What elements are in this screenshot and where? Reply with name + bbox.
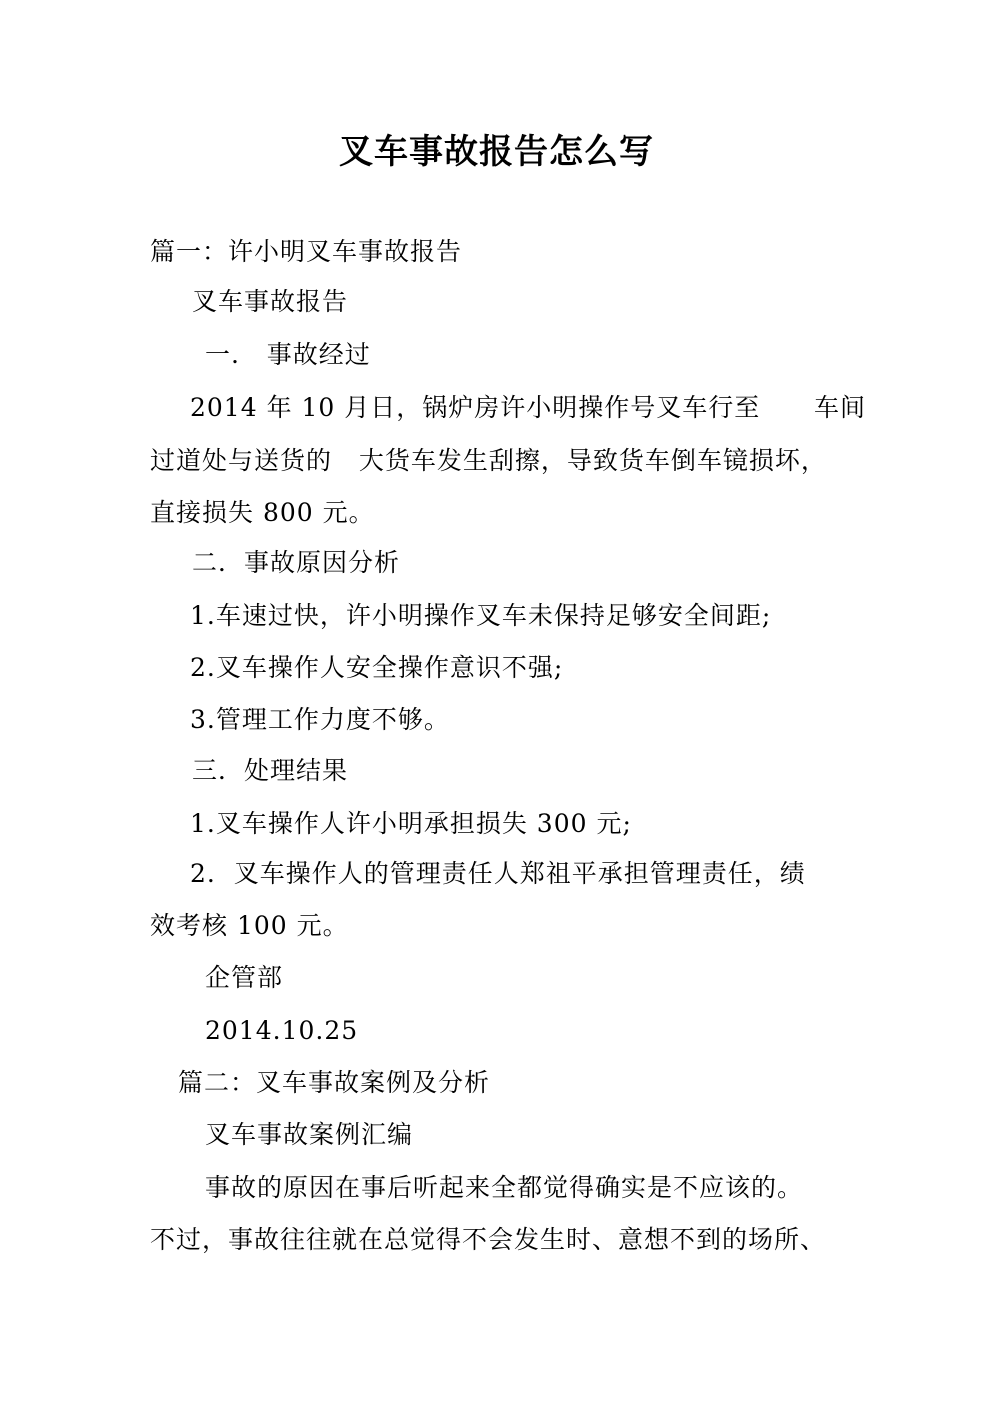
paragraph-line: 2014 年 10 月日，锅炉房许小明操作号叉车行至 车间 [190, 393, 866, 422]
subheading: 一. 事故经过 [205, 340, 371, 369]
list-item: 2.叉车操作人安全操作意识不强; [190, 653, 564, 682]
list-item: 1.叉车操作人许小明承担损失 300 元; [190, 809, 632, 838]
paragraph-line: 过道处与送货的 大货车发生刮擦，导致货车倒车镜损坏， [150, 446, 827, 475]
subheading: 叉车事故案例汇编 [205, 1120, 414, 1149]
section-heading-1: 篇一：许小明叉车事故报告 [150, 237, 463, 266]
subheading: 叉车事故报告 [192, 287, 349, 316]
signature-date: 2014.10.25 [205, 1016, 359, 1045]
subheading: 三．处理结果 [192, 756, 349, 785]
section-heading-2: 篇二：叉车事故案例及分析 [178, 1068, 491, 1097]
paragraph-line: 直接损失 800 元。 [150, 498, 375, 527]
document-title: 叉车事故报告怎么写 [339, 132, 654, 172]
paragraph-line: 不过，事故往往就在总觉得不会发生时、意想不到的场所、 [150, 1225, 827, 1254]
list-item: 效考核 100 元。 [150, 911, 349, 940]
signature-department: 企管部 [205, 963, 284, 992]
list-item: 3.管理工作力度不够。 [190, 705, 450, 734]
list-item: 1.车速过快，许小明操作叉车未保持足够安全间距; [190, 601, 772, 630]
subheading: 二．事故原因分析 [192, 548, 401, 577]
list-item: 2. 叉车操作人的管理责任人郑祖平承担管理责任，绩 [190, 859, 806, 888]
paragraph-line: 事故的原因在事后听起来全都觉得确实是不应该的。 [205, 1173, 804, 1202]
